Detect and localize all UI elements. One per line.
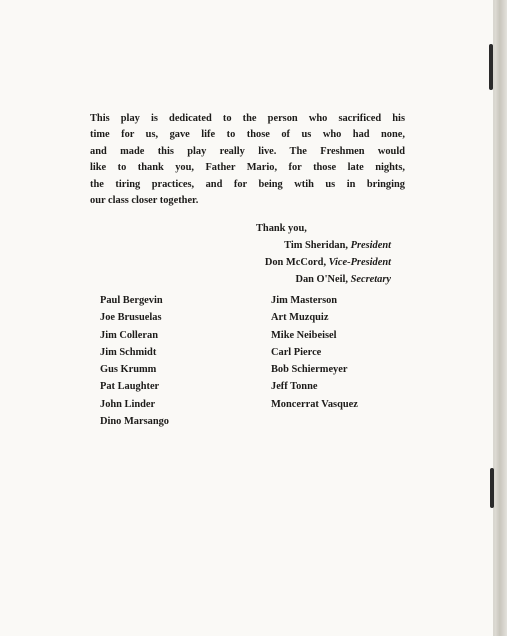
signature-vice-president [131,257,391,268]
list-item: John Linder [100,398,156,410]
binding-mark [490,468,494,508]
signature-president [131,240,391,251]
list-item: Jim Schmidt [100,346,157,358]
list-item: Art Muzquiz [271,312,329,324]
list-item: Mike Neibeisel [271,329,337,341]
list-item: Bob Schiermeyer [271,364,348,376]
dedication-line: like to thank you, Father Mario, for those late nights, [90,162,405,174]
signature-name: Dan O'Neil, [295,274,348,285]
list-item: Pat Laughter [100,381,160,393]
dedication-line: the tiring practices, and for being wtih us in bringing [90,178,405,190]
list-item: Dino Marsango [100,416,169,428]
list-item: Carl Pierce [271,346,322,358]
page-edge [495,0,507,636]
binding-mark [489,44,493,90]
list-item: Joe Brusuelas [100,312,162,324]
list-item: Paul Bergevin [100,295,163,306]
dedication-line: time for us, gave life to those of us who had none, [90,129,405,141]
signature-secretary [131,274,391,285]
names-column-left [100,292,169,430]
dedication-line: our class closer together. [90,195,199,207]
list-item: Moncerrat Vasquez [271,398,358,410]
signature-title: Secretary [350,274,391,285]
list-item: Gus Krumm [100,364,157,376]
signature-title: President [350,240,391,251]
signature-name: Don McCord, [264,257,327,268]
dedication-paragraph [90,111,405,209]
signature-title: Vice-President [328,257,391,268]
list-item: Jeff Tonne [271,381,318,393]
names-column-right [271,292,358,413]
dedication-line: This play is dedicated to the person who sacrificed his [90,113,405,124]
list-item: Jim Masterson [271,295,338,306]
thanks-line: Thank you, [256,223,307,234]
signature-name: Tim Sheridan, [284,240,348,251]
list-item: Jim Colleran [100,329,159,341]
dedication-line: and made this play really live. The Freshmen would [90,145,405,157]
